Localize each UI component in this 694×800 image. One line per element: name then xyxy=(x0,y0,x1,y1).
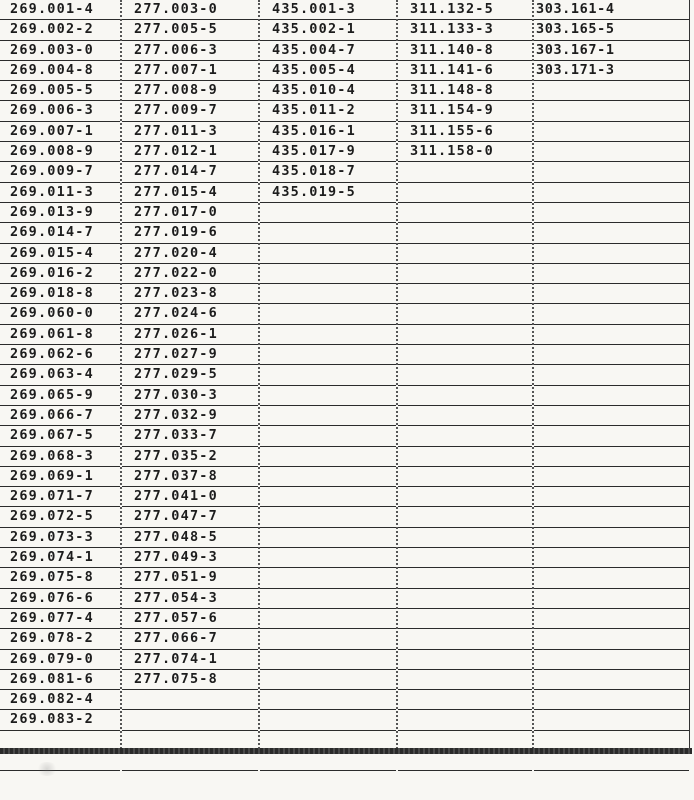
table-cell: 269.016-2 xyxy=(0,264,120,284)
table-cell xyxy=(398,629,532,649)
table-cell xyxy=(260,609,396,629)
table-cell: 435.016-1 xyxy=(260,122,396,142)
table-cell xyxy=(260,264,396,284)
table-cell xyxy=(398,244,532,264)
table-cell: 277.009-7 xyxy=(122,101,258,121)
table-cell xyxy=(398,325,532,345)
table-cell xyxy=(398,507,532,527)
table-cell: 269.069-1 xyxy=(0,467,120,487)
table-cell: 277.012-1 xyxy=(122,142,258,162)
table-cell: 269.007-1 xyxy=(0,122,120,142)
table-cell xyxy=(260,548,396,568)
table-cell: 277.007-1 xyxy=(122,61,258,81)
table-cell: 277.066-7 xyxy=(122,629,258,649)
paper-smudge xyxy=(36,762,58,776)
table-cell: 277.005-5 xyxy=(122,20,258,40)
table-cell: 277.057-6 xyxy=(122,609,258,629)
table-cell xyxy=(398,447,532,467)
table-cell xyxy=(398,406,532,426)
table-cell: 269.077-4 xyxy=(0,609,120,629)
table-cell: 277.017-0 xyxy=(122,203,258,223)
table-cell xyxy=(534,223,689,243)
table-cell: 277.051-9 xyxy=(122,568,258,588)
table-cell: 303.171-3 xyxy=(534,61,689,81)
table-cell xyxy=(534,264,689,284)
table-cell: 269.018-8 xyxy=(0,284,120,304)
table-cell xyxy=(534,406,689,426)
table-cell xyxy=(398,487,532,507)
table-cell: 269.083-2 xyxy=(0,710,120,730)
table-cell xyxy=(398,589,532,609)
table-cell xyxy=(534,670,689,690)
table-cell xyxy=(534,304,689,324)
column-435 xyxy=(260,0,398,752)
table-cell xyxy=(122,751,258,771)
table-cell xyxy=(534,467,689,487)
table-cell xyxy=(260,568,396,588)
table-cell xyxy=(534,487,689,507)
table-cell: 277.027-9 xyxy=(122,345,258,365)
table-cell: 269.072-5 xyxy=(0,507,120,527)
table-cell xyxy=(260,304,396,324)
column-277 xyxy=(122,0,260,752)
table-cell: 277.026-1 xyxy=(122,325,258,345)
table-cell: 277.030-3 xyxy=(122,386,258,406)
table-cell xyxy=(260,203,396,223)
table-cell xyxy=(534,568,689,588)
table-cell xyxy=(398,467,532,487)
table-cell: 277.024-6 xyxy=(122,304,258,324)
table-cell: 311.158-0 xyxy=(398,142,532,162)
table-cell: 277.041-0 xyxy=(122,487,258,507)
table-cell xyxy=(260,650,396,670)
table-cell xyxy=(534,122,689,142)
column-311 xyxy=(398,0,534,752)
table-cell xyxy=(534,386,689,406)
table-cell xyxy=(260,528,396,548)
table-cell: 269.002-2 xyxy=(0,20,120,40)
table-cell: 277.022-0 xyxy=(122,264,258,284)
table-cell: 435.011-2 xyxy=(260,101,396,121)
table-cell xyxy=(534,101,689,121)
table-cell xyxy=(534,244,689,264)
column-269 xyxy=(0,0,122,752)
table-cell: 269.015-4 xyxy=(0,244,120,264)
table-cell: 277.075-8 xyxy=(122,670,258,690)
table-cell xyxy=(260,325,396,345)
table-cell: 269.067-5 xyxy=(0,426,120,446)
table-cell: 269.078-2 xyxy=(0,629,120,649)
table-cell xyxy=(534,528,689,548)
table-cell xyxy=(534,548,689,568)
table-cell xyxy=(260,507,396,527)
table-cell: 269.006-3 xyxy=(0,101,120,121)
table-cell: 269.076-6 xyxy=(0,589,120,609)
table-cell: 269.009-7 xyxy=(0,162,120,182)
table-cell xyxy=(398,162,532,182)
table-cell: 435.004-7 xyxy=(260,41,396,61)
table-cell: 277.047-7 xyxy=(122,507,258,527)
table-cell xyxy=(398,183,532,203)
table-cell xyxy=(534,710,689,730)
table-cell xyxy=(260,589,396,609)
table-cell xyxy=(260,710,396,730)
table-cell: 435.018-7 xyxy=(260,162,396,182)
table-cell xyxy=(398,386,532,406)
table-cell xyxy=(534,751,689,771)
table-cell: 435.005-4 xyxy=(260,61,396,81)
table-cell xyxy=(534,284,689,304)
table-cell xyxy=(260,487,396,507)
table-cell xyxy=(260,386,396,406)
table-cell: 269.071-7 xyxy=(0,487,120,507)
table-cell: 311.141-6 xyxy=(398,61,532,81)
table-cell xyxy=(122,710,258,730)
table-cell: 435.019-5 xyxy=(260,183,396,203)
table-cell xyxy=(260,345,396,365)
table-cell xyxy=(534,507,689,527)
table-cell: 269.008-9 xyxy=(0,142,120,162)
table-cell: 311.133-3 xyxy=(398,20,532,40)
table-cell xyxy=(534,447,689,467)
table-cell: 311.154-9 xyxy=(398,101,532,121)
table-cell: 269.003-0 xyxy=(0,41,120,61)
table-cell: 277.074-1 xyxy=(122,650,258,670)
table-cell xyxy=(534,81,689,101)
table-cell: 269.004-8 xyxy=(0,61,120,81)
table-cell xyxy=(260,244,396,264)
table-cell: 277.003-0 xyxy=(122,0,258,20)
table-cell xyxy=(260,751,396,771)
table-cell: 277.054-3 xyxy=(122,589,258,609)
table-cell: 311.140-8 xyxy=(398,41,532,61)
table-cell xyxy=(0,751,120,771)
table-cell: 303.161-4 xyxy=(534,0,689,20)
table-cell: 269.065-9 xyxy=(0,386,120,406)
table-cell: 303.165-5 xyxy=(534,20,689,40)
table-cell: 269.073-3 xyxy=(0,528,120,548)
table-cell xyxy=(534,365,689,385)
table-cell: 269.068-3 xyxy=(0,447,120,467)
table-cell xyxy=(534,183,689,203)
table-cell xyxy=(398,568,532,588)
table-cell xyxy=(398,304,532,324)
table-cell: 269.075-8 xyxy=(0,568,120,588)
table-cell xyxy=(398,426,532,446)
table-cell xyxy=(398,650,532,670)
table-cell xyxy=(534,426,689,446)
table-cell: 435.017-9 xyxy=(260,142,396,162)
table-cell: 277.048-5 xyxy=(122,528,258,548)
table-cell xyxy=(534,162,689,182)
table-cell: 269.081-6 xyxy=(0,670,120,690)
table-cell xyxy=(534,203,689,223)
table-cell: 269.014-7 xyxy=(0,223,120,243)
table-cell: 269.074-1 xyxy=(0,548,120,568)
table-cell xyxy=(534,589,689,609)
table-cell: 269.060-0 xyxy=(0,304,120,324)
table-cell: 269.082-4 xyxy=(0,690,120,710)
table-cell xyxy=(260,406,396,426)
table-cell xyxy=(398,264,532,284)
table-cell: 269.066-7 xyxy=(0,406,120,426)
table-cell xyxy=(398,548,532,568)
table-cell: 269.063-4 xyxy=(0,365,120,385)
table-cell: 269.005-5 xyxy=(0,81,120,101)
table-cell xyxy=(398,223,532,243)
table-cell xyxy=(534,345,689,365)
table-cell: 277.011-3 xyxy=(122,122,258,142)
bottom-border xyxy=(0,748,692,754)
table-cell xyxy=(398,690,532,710)
table-cell: 277.014-7 xyxy=(122,162,258,182)
table-cell: 269.001-4 xyxy=(0,0,120,20)
table-cell: 311.148-8 xyxy=(398,81,532,101)
table-cell: 277.033-7 xyxy=(122,426,258,446)
table-cell xyxy=(260,447,396,467)
table-cell xyxy=(260,284,396,304)
table-cell xyxy=(398,751,532,771)
table-cell xyxy=(398,609,532,629)
table-cell xyxy=(398,670,532,690)
table-cell xyxy=(398,203,532,223)
table-cell xyxy=(260,690,396,710)
table-cell xyxy=(534,650,689,670)
table-cell: 435.001-3 xyxy=(260,0,396,20)
table-cell xyxy=(534,629,689,649)
column-303 xyxy=(534,0,690,752)
table-cell: 435.010-4 xyxy=(260,81,396,101)
table-cell: 277.029-5 xyxy=(122,365,258,385)
table-cell: 277.020-4 xyxy=(122,244,258,264)
table-cell xyxy=(260,629,396,649)
table-cell: 277.019-6 xyxy=(122,223,258,243)
table-cell: 277.015-4 xyxy=(122,183,258,203)
table-cell xyxy=(398,365,532,385)
table-cell xyxy=(534,690,689,710)
table-cell xyxy=(534,325,689,345)
table-cell: 269.011-3 xyxy=(0,183,120,203)
table-cell xyxy=(122,690,258,710)
table-cell xyxy=(260,426,396,446)
table-cell: 269.062-6 xyxy=(0,345,120,365)
table-cell xyxy=(260,365,396,385)
table-cell xyxy=(398,345,532,365)
table-cell xyxy=(260,467,396,487)
table-cell: 269.061-8 xyxy=(0,325,120,345)
table-cell xyxy=(534,609,689,629)
table-cell xyxy=(260,223,396,243)
table-cell xyxy=(398,710,532,730)
table-cell: 277.037-8 xyxy=(122,467,258,487)
table-cell: 435.002-1 xyxy=(260,20,396,40)
table-cell: 269.013-9 xyxy=(0,203,120,223)
table-cell xyxy=(534,142,689,162)
table-cell: 277.008-9 xyxy=(122,81,258,101)
table-cell: 277.049-3 xyxy=(122,548,258,568)
table-cell: 277.023-8 xyxy=(122,284,258,304)
table-cell: 311.155-6 xyxy=(398,122,532,142)
table-cell xyxy=(398,528,532,548)
table-cell: 277.032-9 xyxy=(122,406,258,426)
table-cell: 269.079-0 xyxy=(0,650,120,670)
table-cell: 311.132-5 xyxy=(398,0,532,20)
table-cell: 277.006-3 xyxy=(122,41,258,61)
table-cell xyxy=(398,284,532,304)
table-cell xyxy=(260,670,396,690)
table-cell: 277.035-2 xyxy=(122,447,258,467)
table-cell: 303.167-1 xyxy=(534,41,689,61)
